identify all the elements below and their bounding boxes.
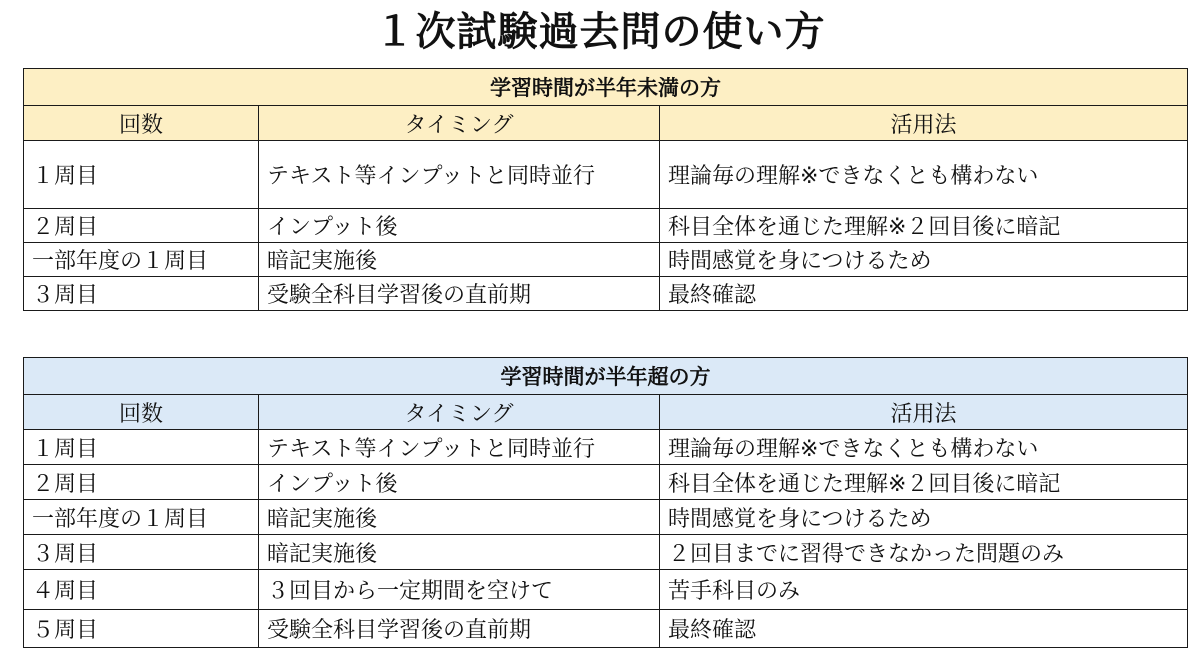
table-row [24,243,1188,277]
table-row [24,465,1188,500]
cell-usage: 科目全体を通じた理解※２回目後に暗記 [660,465,1188,500]
cell-usage: 苦手科目のみ [660,570,1188,610]
cell-usage: 最終確認 [660,610,1188,648]
column-header-usage: 活用法 [660,106,1188,141]
cell-usage: 最終確認 [660,277,1188,311]
cell-count: ４周目 [24,570,259,610]
cell-timing: テキスト等インプットと同時並行 [259,430,660,465]
table-heading: 学習時間が半年超の方 [24,358,1188,395]
cell-timing: 暗記実施後 [259,243,660,277]
cell-count: ３周目 [24,277,259,311]
column-header-timing: タイミング [259,395,660,430]
cell-timing: ３回目から一定期間を空けて [259,570,660,610]
table-row [24,141,1188,209]
cell-count: ２周目 [24,209,259,243]
cell-timing: 暗記実施後 [259,500,660,535]
table-row [24,277,1188,311]
page-title: １次試験過去問の使い方 [374,9,826,55]
cell-usage: 科目全体を通じた理解※２回目後に暗記 [660,209,1188,243]
cell-timing: インプット後 [259,465,660,500]
cell-usage: 時間感覚を身につけるため [660,500,1188,535]
cell-count: １周目 [24,430,259,465]
column-header-count: 回数 [24,395,259,430]
cell-timing: インプット後 [259,209,660,243]
cell-count: ５周目 [24,610,259,648]
cell-count: １周目 [24,141,259,209]
study-table-under-half-year [23,68,1188,311]
study-table-over-half-year [23,357,1188,648]
table-row [24,430,1188,465]
cell-timing: 受験全科目学習後の直前期 [259,610,660,648]
cell-count: ３周目 [24,535,259,570]
cell-timing: 受験全科目学習後の直前期 [259,277,660,311]
cell-count: 一部年度の１周目 [24,243,259,277]
column-header-timing: タイミング [259,106,660,141]
column-header-usage: 活用法 [660,395,1188,430]
column-header-count: 回数 [24,106,259,141]
table-heading: 学習時間が半年未満の方 [24,69,1188,106]
table-row [24,500,1188,535]
cell-usage: 理論毎の理解※できなくとも構わない [660,141,1188,209]
cell-count: ２周目 [24,465,259,500]
table-row [24,570,1188,610]
table-row [24,535,1188,570]
table-row [24,610,1188,648]
cell-timing: テキスト等インプットと同時並行 [259,141,660,209]
table-row [24,209,1188,243]
cell-usage: ２回目までに習得できなかった問題のみ [660,535,1188,570]
cell-timing: 暗記実施後 [259,535,660,570]
cell-usage: 理論毎の理解※できなくとも構わない [660,430,1188,465]
cell-count: 一部年度の１周目 [24,500,259,535]
cell-usage: 時間感覚を身につけるため [660,243,1188,277]
